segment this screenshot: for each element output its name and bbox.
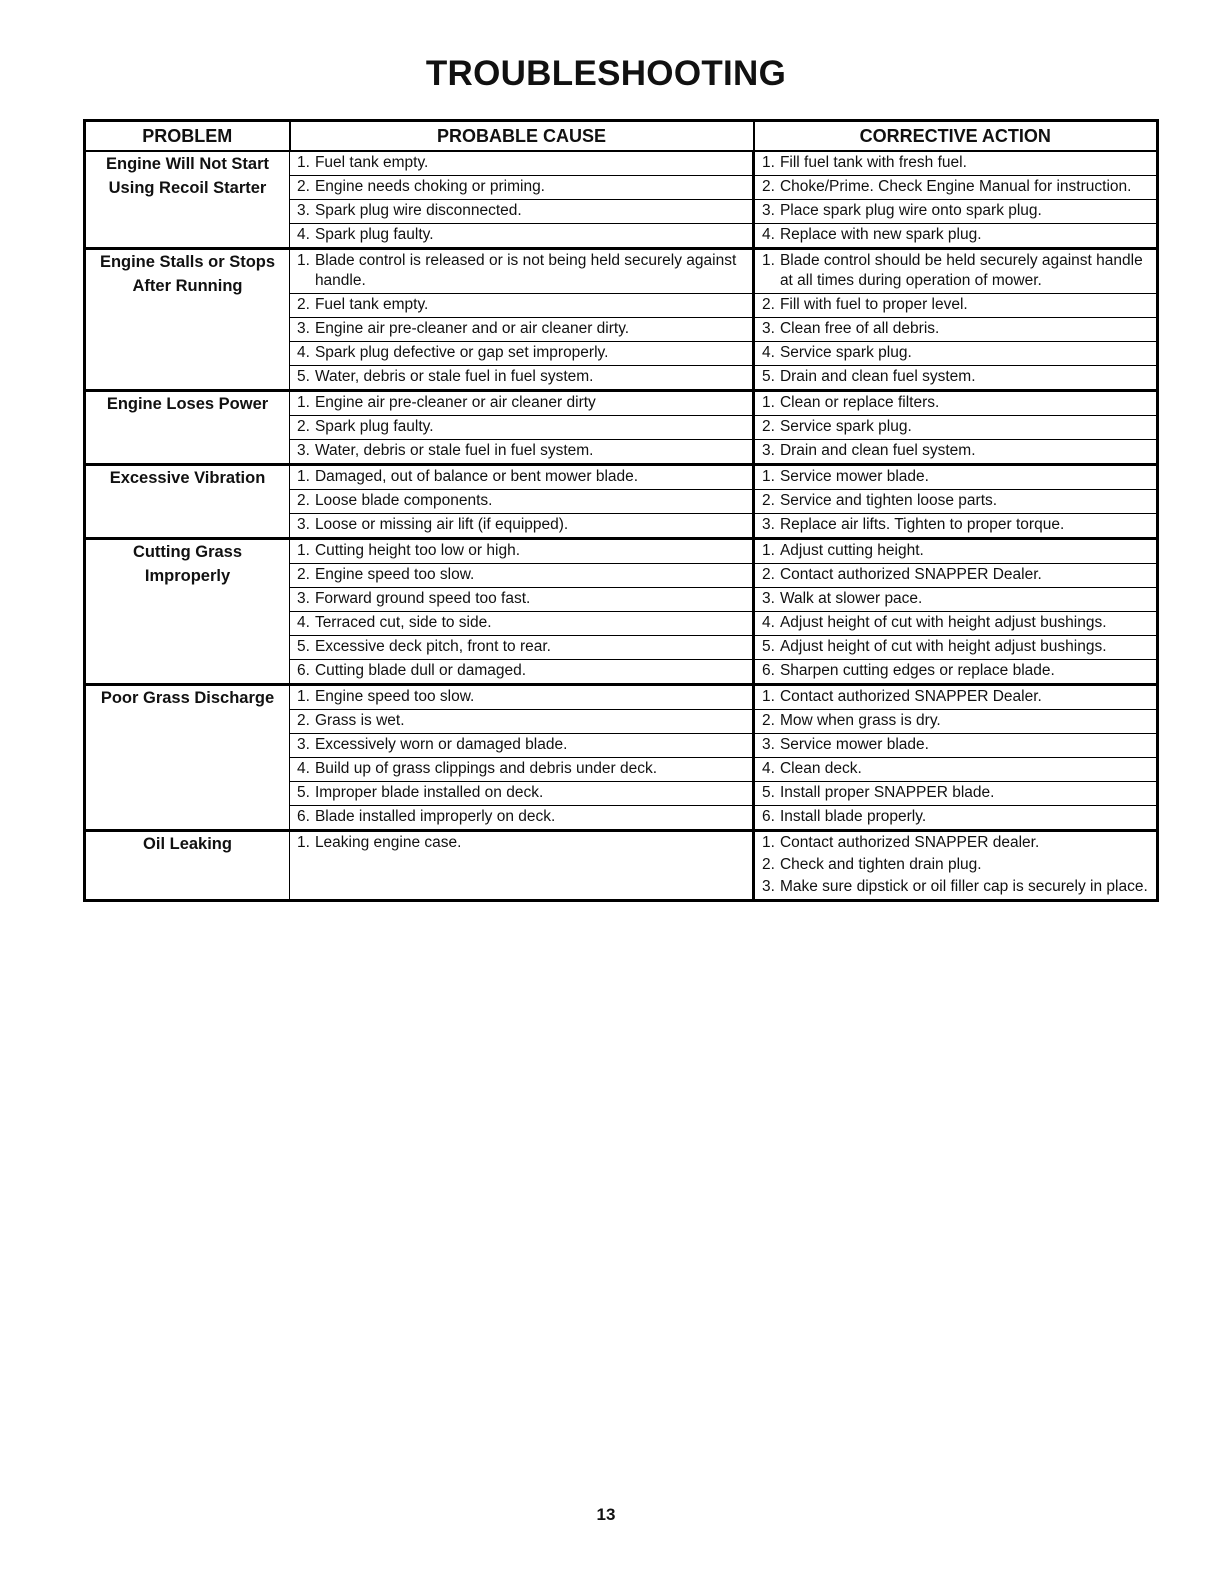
cause-text: Engine speed too slow. bbox=[314, 566, 475, 583]
action-number: 1. bbox=[762, 154, 775, 171]
action-cell bbox=[754, 734, 1158, 758]
problem-label: After Running bbox=[132, 277, 243, 295]
cause-text: Blade control is released or is not being held securely against handle. bbox=[314, 252, 737, 289]
action-item bbox=[762, 201, 1150, 221]
action-text: Fill with fuel to proper level. bbox=[779, 296, 968, 313]
action-item bbox=[762, 877, 1150, 897]
action-item bbox=[762, 153, 1150, 173]
cause-text: Blade installed improperly on deck. bbox=[314, 808, 556, 825]
cause-cell bbox=[290, 734, 754, 758]
cause-text: Engine air pre-cleaner and or air cleaner dirty. bbox=[314, 320, 630, 337]
action-cell bbox=[754, 318, 1158, 342]
cause-text: Improper blade installed on deck. bbox=[314, 784, 544, 801]
cause-text: Leaking engine case. bbox=[314, 834, 462, 851]
action-item bbox=[762, 319, 1150, 339]
page-number: 13 bbox=[596, 1505, 616, 1524]
action-item bbox=[762, 711, 1150, 731]
cause-cell bbox=[290, 342, 754, 366]
problem-label: Poor Grass Discharge bbox=[100, 689, 275, 707]
action-cell bbox=[754, 416, 1158, 440]
cause-number: 1. bbox=[297, 154, 310, 171]
problem-cell bbox=[85, 539, 290, 685]
action-number: 4. bbox=[762, 760, 775, 777]
action-item bbox=[762, 467, 1150, 487]
action-number: 3. bbox=[762, 736, 775, 753]
cause-number: 3. bbox=[297, 320, 310, 337]
cause-cell bbox=[290, 176, 754, 200]
action-number: 1. bbox=[762, 688, 775, 705]
cause-cell bbox=[290, 660, 754, 685]
cause-cell bbox=[290, 224, 754, 249]
header-probable-cause: PROBABLE CAUSE bbox=[290, 121, 754, 152]
cause-item bbox=[297, 833, 746, 853]
cause-number: 3. bbox=[297, 736, 310, 753]
action-text: Replace with new spark plug. bbox=[779, 226, 982, 243]
problem-label: Excessive Vibration bbox=[109, 469, 266, 487]
cause-cell bbox=[290, 685, 754, 710]
cause-cell bbox=[290, 612, 754, 636]
action-item bbox=[762, 661, 1150, 681]
cause-number: 4. bbox=[297, 344, 310, 361]
cause-item bbox=[297, 541, 746, 561]
cause-number: 6. bbox=[297, 662, 310, 679]
action-number: 2. bbox=[762, 178, 775, 195]
action-item bbox=[762, 565, 1150, 585]
cause-item bbox=[297, 589, 746, 609]
action-cell bbox=[754, 564, 1158, 588]
cause-number: 2. bbox=[297, 712, 310, 729]
cause-cell bbox=[290, 200, 754, 224]
action-cell bbox=[754, 539, 1158, 564]
action-item bbox=[762, 807, 1150, 827]
action-number: 3. bbox=[762, 442, 775, 459]
cause-number: 3. bbox=[297, 202, 310, 219]
action-text: Adjust height of cut with height adjust bushings. bbox=[779, 638, 1107, 655]
cause-number: 3. bbox=[297, 590, 310, 607]
action-number: 3. bbox=[762, 202, 775, 219]
problem-label: Oil Leaking bbox=[143, 835, 232, 853]
cause-number: 3. bbox=[297, 442, 310, 459]
troubleshooting-table bbox=[83, 119, 1159, 902]
cause-number: 5. bbox=[297, 784, 310, 801]
action-item bbox=[762, 759, 1150, 779]
action-item bbox=[762, 295, 1150, 315]
action-cell bbox=[754, 758, 1158, 782]
cause-number: 1. bbox=[297, 688, 310, 705]
action-cell bbox=[754, 176, 1158, 200]
action-number: 2. bbox=[762, 296, 775, 313]
cause-text: Forward ground speed too fast. bbox=[314, 590, 531, 607]
action-number: 6. bbox=[762, 808, 775, 825]
action-number: 3. bbox=[762, 590, 775, 607]
cause-item bbox=[297, 637, 746, 657]
cause-item bbox=[297, 251, 746, 291]
problem-cell bbox=[85, 465, 290, 539]
cause-number: 5. bbox=[297, 638, 310, 655]
cause-text: Excessive deck pitch, front to rear. bbox=[314, 638, 551, 655]
action-item bbox=[762, 833, 1150, 853]
cause-text: Engine air pre-cleaner or air cleaner dirty bbox=[314, 394, 596, 411]
action-number: 2. bbox=[762, 856, 775, 873]
problem-cell bbox=[85, 249, 290, 391]
action-item bbox=[762, 393, 1150, 413]
action-number: 4. bbox=[762, 344, 775, 361]
cause-item bbox=[297, 711, 746, 731]
action-text: Drain and clean fuel system. bbox=[779, 442, 976, 459]
cause-item bbox=[297, 367, 746, 387]
cause-item bbox=[297, 201, 746, 221]
action-item bbox=[762, 541, 1150, 561]
table-row bbox=[85, 465, 1158, 490]
cause-number: 2. bbox=[297, 492, 310, 509]
action-cell bbox=[754, 151, 1158, 176]
cause-item bbox=[297, 565, 746, 585]
action-number: 4. bbox=[762, 226, 775, 243]
cause-item bbox=[297, 393, 746, 413]
cause-cell bbox=[290, 831, 754, 901]
action-text: Service and tighten loose parts. bbox=[779, 492, 998, 509]
action-cell bbox=[754, 831, 1158, 901]
action-cell bbox=[754, 224, 1158, 249]
cause-item bbox=[297, 343, 746, 363]
problem-label: Cutting Grass bbox=[132, 543, 243, 561]
action-cell bbox=[754, 660, 1158, 685]
cause-cell bbox=[290, 318, 754, 342]
problem-label: Engine Loses Power bbox=[106, 395, 269, 413]
action-text: Adjust height of cut with height adjust bushings. bbox=[779, 614, 1107, 631]
table-row bbox=[85, 151, 1158, 176]
problem-label: Engine Stalls or Stops bbox=[99, 253, 276, 271]
action-item bbox=[762, 687, 1150, 707]
action-text: Drain and clean fuel system. bbox=[779, 368, 976, 385]
cause-cell bbox=[290, 782, 754, 806]
action-item bbox=[762, 491, 1150, 511]
table-row bbox=[85, 391, 1158, 416]
cause-item bbox=[297, 661, 746, 681]
cause-cell bbox=[290, 514, 754, 539]
cause-cell bbox=[290, 440, 754, 465]
cause-number: 2. bbox=[297, 566, 310, 583]
cause-text: Spark plug wire disconnected. bbox=[314, 202, 522, 219]
action-text: Install blade properly. bbox=[779, 808, 927, 825]
action-text: Place spark plug wire onto spark plug. bbox=[779, 202, 1042, 219]
action-text: Contact authorized SNAPPER Dealer. bbox=[779, 688, 1042, 705]
table-row bbox=[85, 685, 1158, 710]
action-number: 4. bbox=[762, 614, 775, 631]
cause-number: 1. bbox=[297, 542, 310, 559]
cause-text: Loose or missing air lift (if equipped). bbox=[314, 516, 569, 533]
action-number: 1. bbox=[762, 252, 775, 269]
cause-item bbox=[297, 467, 746, 487]
action-number: 5. bbox=[762, 638, 775, 655]
action-text: Contact authorized SNAPPER Dealer. bbox=[779, 566, 1042, 583]
action-text: Clean or replace filters. bbox=[779, 394, 940, 411]
action-item bbox=[762, 613, 1150, 633]
cause-item bbox=[297, 491, 746, 511]
cause-item bbox=[297, 177, 746, 197]
action-text: Walk at slower pace. bbox=[779, 590, 923, 607]
cause-cell bbox=[290, 490, 754, 514]
cause-number: 4. bbox=[297, 226, 310, 243]
action-text: Install proper SNAPPER blade. bbox=[779, 784, 995, 801]
action-cell bbox=[754, 588, 1158, 612]
table-row bbox=[85, 831, 1158, 901]
cause-text: Terraced cut, side to side. bbox=[314, 614, 492, 631]
action-item bbox=[762, 225, 1150, 245]
action-cell bbox=[754, 636, 1158, 660]
cause-cell bbox=[290, 539, 754, 564]
cause-item bbox=[297, 225, 746, 245]
cause-number: 4. bbox=[297, 760, 310, 777]
action-number: 2. bbox=[762, 712, 775, 729]
cause-cell bbox=[290, 806, 754, 831]
action-cell bbox=[754, 710, 1158, 734]
action-text: Check and tighten drain plug. bbox=[779, 856, 982, 873]
problem-cell bbox=[85, 685, 290, 831]
action-cell bbox=[754, 249, 1158, 294]
action-text: Service spark plug. bbox=[779, 344, 912, 361]
action-cell bbox=[754, 685, 1158, 710]
action-text: Sharpen cutting edges or replace blade. bbox=[779, 662, 1055, 679]
cause-text: Fuel tank empty. bbox=[314, 154, 429, 171]
action-text: Make sure dipstick or oil filler cap is securely in place. bbox=[779, 878, 1148, 895]
problem-label: Improperly bbox=[144, 567, 231, 585]
action-number: 6. bbox=[762, 662, 775, 679]
action-text: Service spark plug. bbox=[779, 418, 912, 435]
action-cell bbox=[754, 612, 1158, 636]
action-text: Replace air lifts. Tighten to proper torque. bbox=[779, 516, 1065, 533]
action-item bbox=[762, 343, 1150, 363]
action-number: 1. bbox=[762, 834, 775, 851]
action-text: Service mower blade. bbox=[779, 736, 929, 753]
action-cell bbox=[754, 440, 1158, 465]
cause-item bbox=[297, 319, 746, 339]
action-item bbox=[762, 251, 1150, 291]
action-item bbox=[762, 783, 1150, 803]
cause-number: 1. bbox=[297, 468, 310, 485]
cause-text: Cutting height too low or high. bbox=[314, 542, 521, 559]
cause-item bbox=[297, 417, 746, 437]
table-body bbox=[85, 151, 1158, 901]
cause-cell bbox=[290, 710, 754, 734]
action-number: 3. bbox=[762, 516, 775, 533]
action-text: Mow when grass is dry. bbox=[779, 712, 941, 729]
problem-cell bbox=[85, 831, 290, 901]
action-cell bbox=[754, 342, 1158, 366]
problem-label: Engine Will Not Start bbox=[105, 155, 270, 173]
cause-text: Fuel tank empty. bbox=[314, 296, 429, 313]
action-cell bbox=[754, 465, 1158, 490]
cause-text: Spark plug faulty. bbox=[314, 418, 434, 435]
action-number: 2. bbox=[762, 566, 775, 583]
action-text: Clean deck. bbox=[779, 760, 862, 777]
action-number: 1. bbox=[762, 542, 775, 559]
cause-item bbox=[297, 441, 746, 461]
cause-text: Engine needs choking or priming. bbox=[314, 178, 545, 195]
cause-cell bbox=[290, 465, 754, 490]
action-item bbox=[762, 735, 1150, 755]
action-text: Service mower blade. bbox=[779, 468, 929, 485]
cause-text: Build up of grass clippings and debris under deck. bbox=[314, 760, 658, 777]
action-text: Adjust cutting height. bbox=[779, 542, 924, 559]
cause-item bbox=[297, 759, 746, 779]
action-number: 1. bbox=[762, 394, 775, 411]
cause-cell bbox=[290, 151, 754, 176]
table-row bbox=[85, 539, 1158, 564]
action-number: 5. bbox=[762, 368, 775, 385]
action-text: Fill fuel tank with fresh fuel. bbox=[779, 154, 967, 171]
cause-text: Spark plug faulty. bbox=[314, 226, 434, 243]
action-number: 2. bbox=[762, 492, 775, 509]
cause-number: 3. bbox=[297, 516, 310, 533]
cause-cell bbox=[290, 636, 754, 660]
problem-cell bbox=[85, 391, 290, 465]
action-number: 2. bbox=[762, 418, 775, 435]
cause-text: Loose blade components. bbox=[314, 492, 493, 509]
cause-item bbox=[297, 515, 746, 535]
header-corrective-action: CORRECTIVE ACTION bbox=[754, 121, 1158, 152]
cause-number: 2. bbox=[297, 418, 310, 435]
action-item bbox=[762, 589, 1150, 609]
action-cell bbox=[754, 782, 1158, 806]
cause-cell bbox=[290, 564, 754, 588]
cause-number: 2. bbox=[297, 296, 310, 313]
cause-cell bbox=[290, 391, 754, 416]
cause-text: Damaged, out of balance or bent mower blade. bbox=[314, 468, 639, 485]
action-number: 3. bbox=[762, 320, 775, 337]
cause-item bbox=[297, 613, 746, 633]
action-item bbox=[762, 367, 1150, 387]
cause-text: Cutting blade dull or damaged. bbox=[314, 662, 527, 679]
cause-item bbox=[297, 153, 746, 173]
problem-cell bbox=[85, 151, 290, 249]
cause-text: Spark plug defective or gap set improperly. bbox=[314, 344, 609, 361]
action-item bbox=[762, 177, 1150, 197]
action-text: Contact authorized SNAPPER dealer. bbox=[779, 834, 1040, 851]
cause-cell bbox=[290, 294, 754, 318]
action-item bbox=[762, 441, 1150, 461]
action-item bbox=[762, 637, 1150, 657]
cause-item bbox=[297, 807, 746, 827]
cause-text: Engine speed too slow. bbox=[314, 688, 475, 705]
action-cell bbox=[754, 490, 1158, 514]
cause-number: 1. bbox=[297, 252, 310, 269]
action-cell bbox=[754, 294, 1158, 318]
cause-item bbox=[297, 783, 746, 803]
cause-number: 1. bbox=[297, 834, 310, 851]
cause-cell bbox=[290, 588, 754, 612]
cause-item bbox=[297, 687, 746, 707]
cause-cell bbox=[290, 366, 754, 391]
cause-number: 6. bbox=[297, 808, 310, 825]
cause-text: Excessively worn or damaged blade. bbox=[314, 736, 568, 753]
cause-text: Water, debris or stale fuel in fuel system. bbox=[314, 368, 594, 385]
action-cell bbox=[754, 366, 1158, 391]
page-title: TROUBLESHOOTING bbox=[425, 54, 787, 93]
cause-item bbox=[297, 735, 746, 755]
action-item bbox=[762, 515, 1150, 535]
cause-number: 5. bbox=[297, 368, 310, 385]
cause-number: 2. bbox=[297, 178, 310, 195]
cause-cell bbox=[290, 758, 754, 782]
action-text: Blade control should be held securely against handle at all times during operation of mower. bbox=[779, 252, 1143, 289]
action-cell bbox=[754, 391, 1158, 416]
table-header-row bbox=[85, 121, 1158, 152]
action-item bbox=[762, 417, 1150, 437]
cause-item bbox=[297, 295, 746, 315]
cause-text: Water, debris or stale fuel in fuel system. bbox=[314, 442, 594, 459]
action-cell bbox=[754, 806, 1158, 831]
action-cell bbox=[754, 200, 1158, 224]
action-number: 1. bbox=[762, 468, 775, 485]
action-text: Clean free of all debris. bbox=[779, 320, 940, 337]
action-number: 3. bbox=[762, 878, 775, 895]
cause-number: 1. bbox=[297, 394, 310, 411]
problem-label: Using Recoil Starter bbox=[108, 179, 267, 197]
action-text: Choke/Prime. Check Engine Manual for instruction. bbox=[779, 178, 1132, 195]
action-number: 5. bbox=[762, 784, 775, 801]
cause-text: Grass is wet. bbox=[314, 712, 405, 729]
table-row bbox=[85, 249, 1158, 294]
action-item bbox=[762, 855, 1150, 875]
cause-cell bbox=[290, 416, 754, 440]
cause-number: 4. bbox=[297, 614, 310, 631]
header-problem: PROBLEM bbox=[85, 121, 290, 152]
action-cell bbox=[754, 514, 1158, 539]
cause-cell bbox=[290, 249, 754, 294]
